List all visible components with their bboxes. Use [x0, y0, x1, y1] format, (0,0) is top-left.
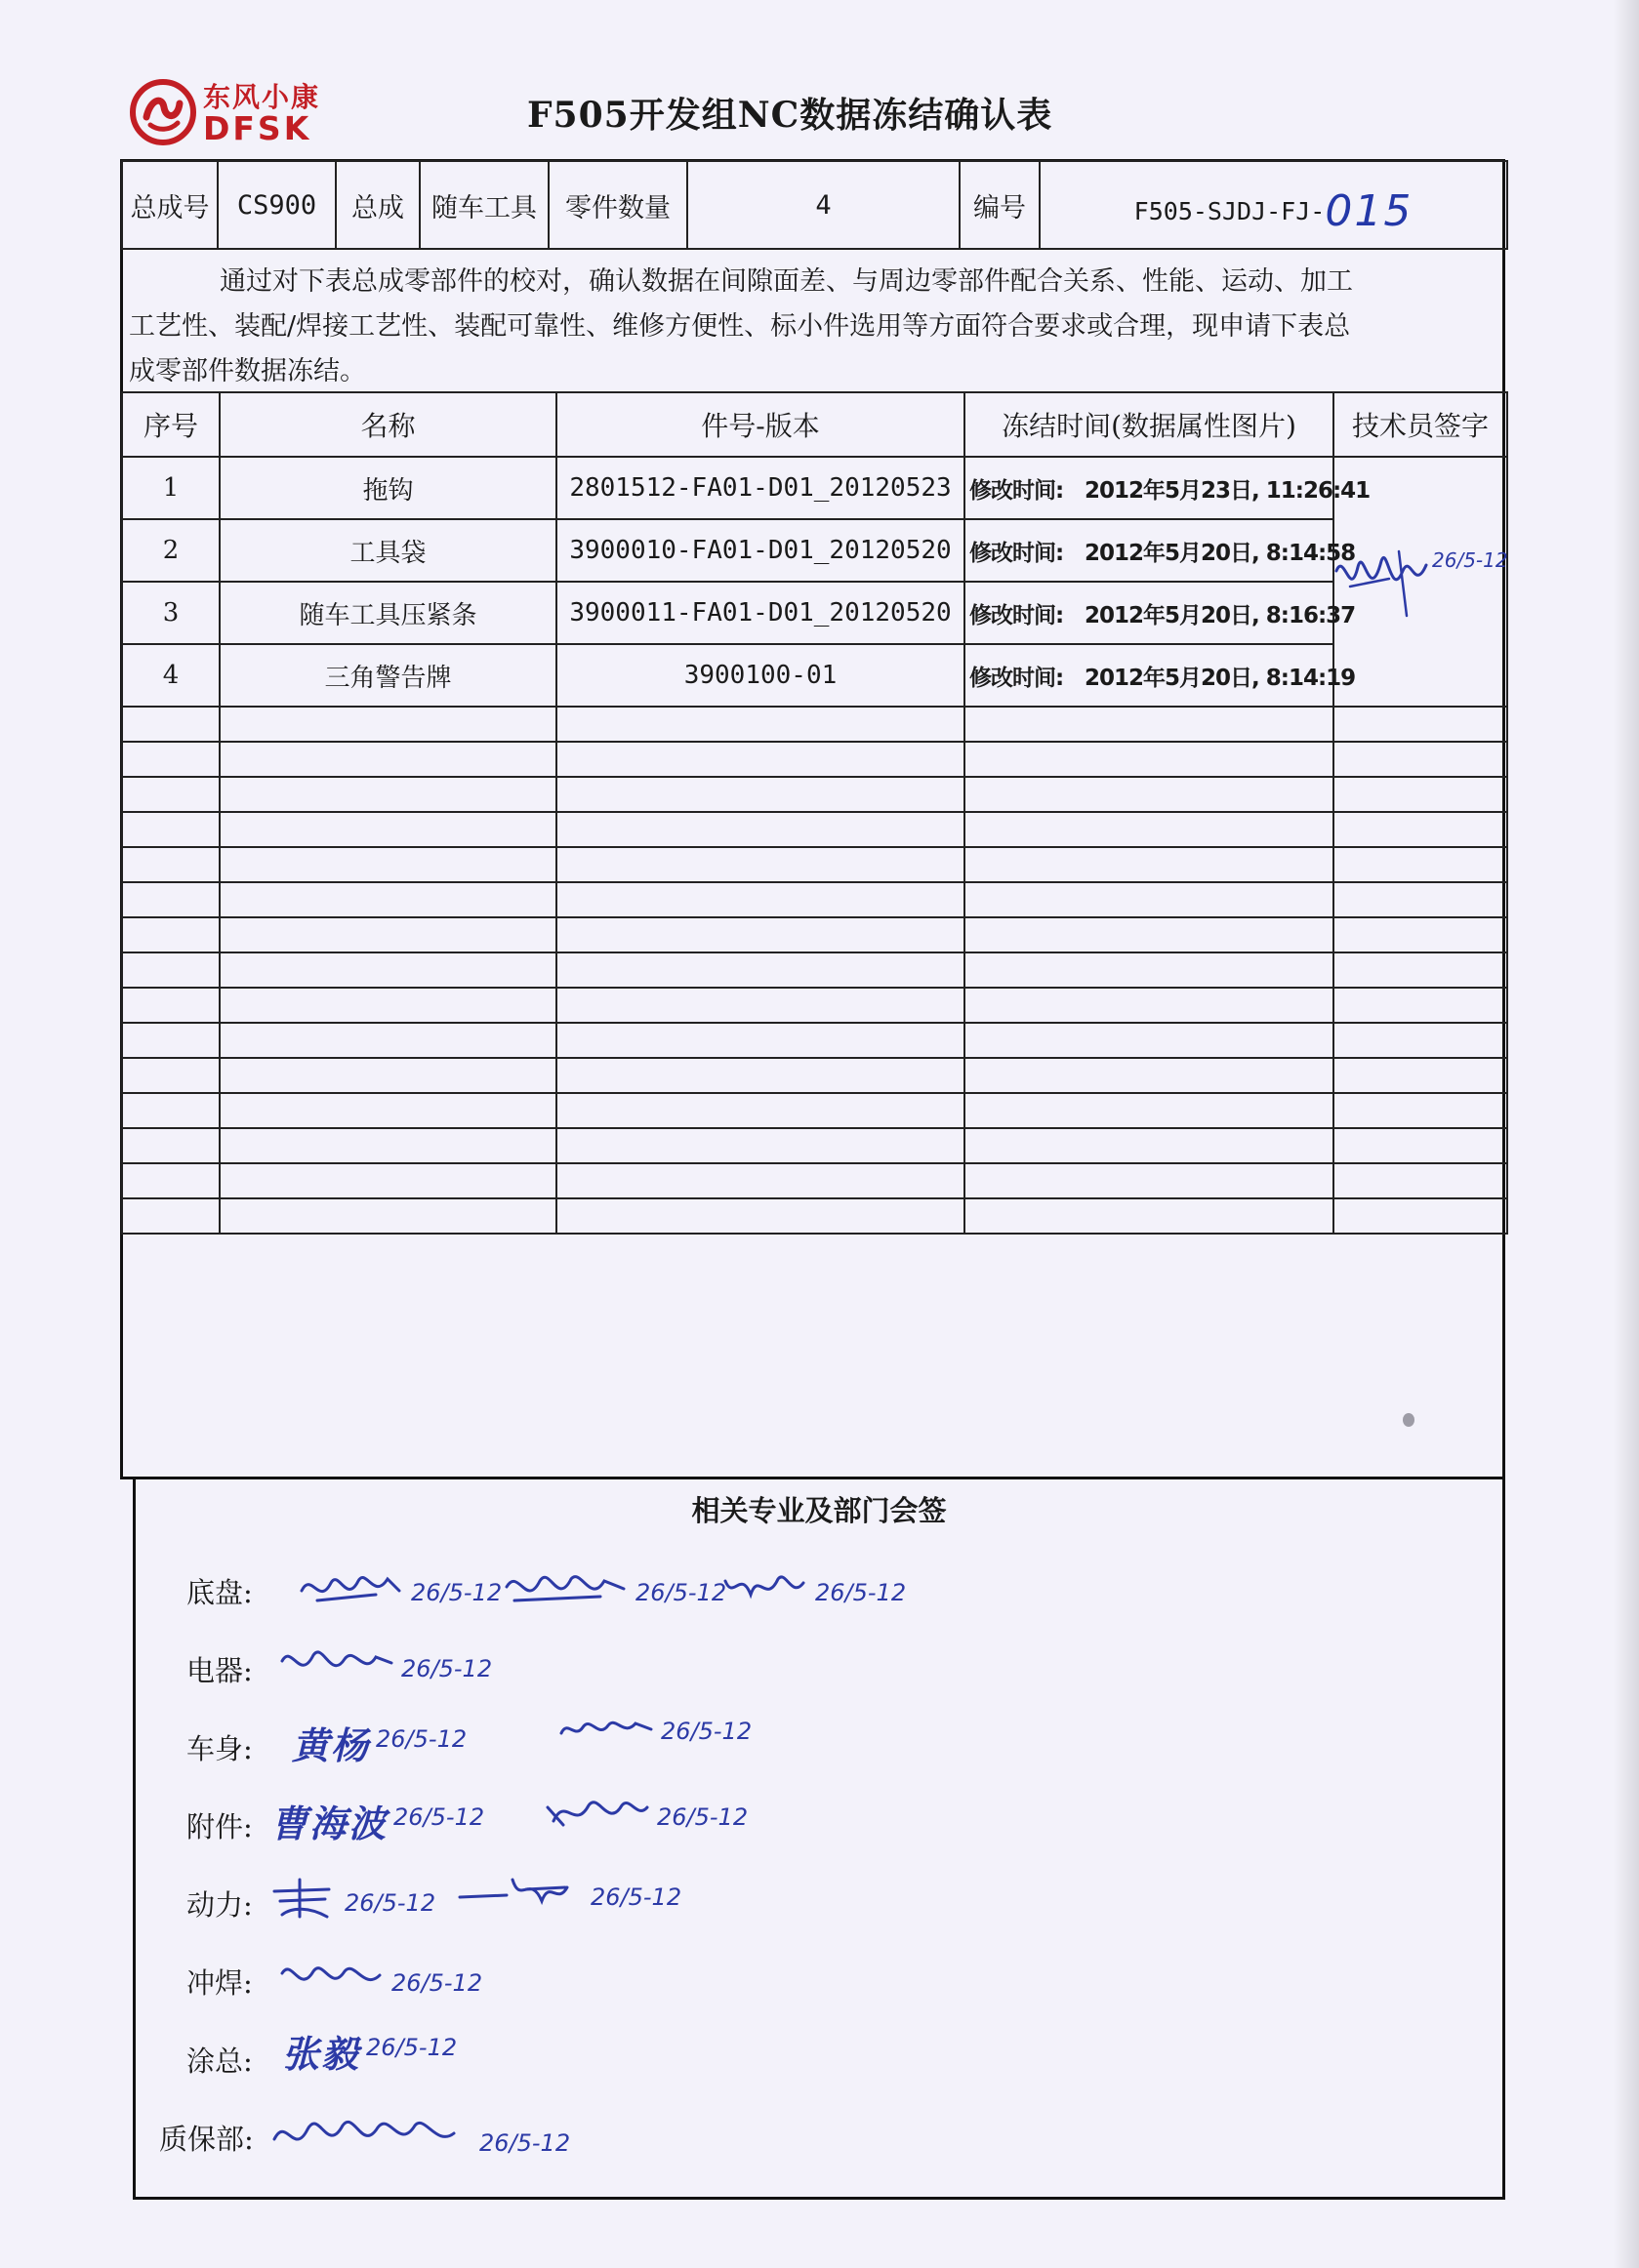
empty-cell: [964, 707, 1333, 742]
row-name: 随车工具压紧条: [220, 582, 556, 644]
empty-cell: [964, 1198, 1333, 1234]
empty-cell: [556, 1058, 964, 1093]
empty-cell: [122, 1128, 220, 1163]
time-label: 修改时间:: [969, 602, 1064, 628]
signature-date: 26/5-12: [479, 2129, 571, 2157]
technician-signature-date: 26/5-12: [1432, 548, 1508, 572]
dept-row-chassis: [136, 1565, 1502, 1624]
dept-row-powertrain: [136, 1878, 1502, 1936]
parts-table: [121, 391, 1508, 1235]
row-no: 3: [122, 582, 220, 644]
empty-cell: [556, 742, 964, 777]
dfsk-logo: [129, 76, 353, 147]
empty-cell: [1333, 1163, 1507, 1198]
assembly-no-value: CS900: [218, 161, 336, 249]
empty-table-row: [122, 988, 1507, 1023]
handwritten-signature: [544, 1786, 748, 1843]
dept-row-body: [136, 1718, 1502, 1780]
empty-cell: [1333, 917, 1507, 952]
column-header: 序号: [122, 392, 220, 457]
empty-cell: [1333, 882, 1507, 917]
row-time: [964, 519, 1356, 582]
column-header: 技术员签字: [1333, 392, 1507, 457]
empty-cell: [1333, 1128, 1507, 1163]
code-prefix: F505-SJDJ-FJ-: [1133, 196, 1326, 225]
signature-date: 26/5-12: [411, 1579, 503, 1606]
empty-cell: [220, 847, 556, 882]
empty-cell: [220, 812, 556, 847]
empty-cell: [556, 1093, 964, 1128]
empty-cell: [122, 742, 220, 777]
signature-scribble: [458, 1866, 585, 1917]
countersign-section: [133, 1478, 1505, 2200]
empty-cell: [122, 1058, 220, 1093]
column-header: 名称: [220, 392, 556, 457]
signature-scribble: [503, 1561, 630, 1612]
empty-cell: [122, 917, 220, 952]
empty-cell: [556, 1023, 964, 1058]
dept-label: 动力:: [186, 1888, 253, 1922]
empty-cell: [1333, 847, 1507, 882]
assembly-no-label: 总成号: [122, 161, 218, 249]
empty-cell: [556, 882, 964, 917]
empty-table-row: [122, 1128, 1507, 1163]
empty-cell: [964, 1058, 1333, 1093]
handwritten-signature: [268, 2104, 570, 2168]
empty-cell: [220, 952, 556, 988]
empty-cell: [220, 917, 556, 952]
empty-cell: [1333, 812, 1507, 847]
time-value: 2012年5月23日, 11:26:41: [1085, 477, 1371, 504]
dept-label: 质保部:: [159, 2123, 254, 2156]
dept-label: 车身:: [186, 1732, 253, 1765]
handwritten-signature: [721, 1561, 906, 1618]
empty-cell: [556, 847, 964, 882]
empty-table-row: [122, 1023, 1507, 1058]
handwritten-signature: [298, 1561, 502, 1618]
empty-cell: [1333, 1093, 1507, 1128]
empty-cell: [220, 1093, 556, 1128]
row-time: [964, 582, 1356, 644]
empty-cell: [122, 1093, 220, 1128]
empty-cell: [220, 707, 556, 742]
empty-cell: [964, 988, 1333, 1023]
empty-cell: [1333, 952, 1507, 988]
empty-table-row: [122, 777, 1507, 812]
empty-cell: [556, 952, 964, 988]
empty-cell: [122, 777, 220, 812]
signature-scribble: [278, 1952, 386, 2003]
table-row: [122, 644, 1507, 707]
signature-date: 26/5-12: [635, 1579, 727, 1606]
empty-cell: [1333, 1198, 1507, 1234]
dept-row-stamping-welding: [136, 1956, 1502, 2014]
empty-cell: [556, 1128, 964, 1163]
empty-cell: [220, 1023, 556, 1058]
time-value: 2012年5月20日, 8:16:37: [1085, 602, 1356, 628]
empty-cell: [220, 988, 556, 1023]
empty-cell: [122, 1198, 220, 1234]
time-value: 2012年5月20日, 8:14:58: [1085, 540, 1356, 566]
signature-date: 26/5-12: [345, 1889, 436, 1917]
empty-cell: [556, 988, 964, 1023]
handwritten-code-number: 015: [1325, 185, 1414, 236]
empty-table-row: [122, 812, 1507, 847]
row-no: 4: [122, 644, 220, 707]
empty-cell: [964, 1163, 1333, 1198]
intro-line: 工艺性、装配/焊接工艺性、装配可靠性、维修方便性、标小件选用等方面符合要求或合理，现申请下表总: [129, 311, 1351, 342]
empty-cell: [1333, 1058, 1507, 1093]
dept-row-paint-assembly: [136, 2034, 1502, 2092]
assembly-value: 随车工具: [420, 161, 549, 249]
row-name: 拖钩: [220, 457, 556, 519]
signature-date: 26/5-12: [401, 1655, 493, 1682]
empty-cell: [220, 1128, 556, 1163]
scan-edge: [1614, 0, 1639, 2268]
empty-cell: [220, 1198, 556, 1234]
empty-cell: [220, 1163, 556, 1198]
part-count-label: 零件数量: [549, 161, 687, 249]
row-part: 3900010-FA01-D01_20120520: [556, 519, 964, 582]
table-row: [122, 519, 1507, 582]
header-table: [121, 160, 1508, 250]
signature-date: 26/5-12: [366, 2034, 458, 2061]
handwritten-signature: [292, 1716, 467, 1769]
empty-table-row: [122, 952, 1507, 988]
row-part: 3900011-FA01-D01_20120520: [556, 582, 964, 644]
logo-text-en: DFSK: [203, 109, 312, 147]
signature-scribble: [557, 1700, 655, 1751]
empty-cell: [122, 812, 220, 847]
assembly-label: 总成: [336, 161, 420, 249]
empty-cell: [122, 1163, 220, 1198]
signature-date: 26/5-12: [391, 1969, 483, 1997]
signature-date: 26/5-12: [393, 1803, 485, 1831]
handwritten-signature: [270, 1794, 484, 1847]
dept-label: 附件:: [186, 1810, 253, 1843]
empty-cell: [964, 882, 1333, 917]
empty-cell: [964, 742, 1333, 777]
empty-cell: [964, 812, 1333, 847]
column-header: 件号-版本: [556, 392, 964, 457]
empty-table-row: [122, 707, 1507, 742]
empty-cell: [964, 952, 1333, 988]
time-value: 2012年5月20日, 8:14:19: [1085, 665, 1356, 691]
intro-line: 成零部件数据冻结。: [129, 356, 366, 386]
signature-scribble: [268, 2104, 473, 2163]
dongfeng-logo-icon: [129, 78, 197, 146]
signature-date: 26/5-12: [657, 1803, 749, 1831]
handwritten-signature: [282, 2024, 457, 2078]
signature-scribble: [544, 1786, 651, 1837]
table-header-row: [122, 392, 1507, 457]
empty-cell: [556, 1163, 964, 1198]
empty-table-row: [122, 847, 1507, 882]
row-time: [964, 457, 1371, 519]
empty-cell: [964, 917, 1333, 952]
scan-speck: [1403, 1413, 1414, 1427]
empty-cell: [964, 1023, 1333, 1058]
signature-date: 26/5-12: [376, 1725, 468, 1753]
empty-table-row: [122, 742, 1507, 777]
row-name: 三角警告牌: [220, 644, 556, 707]
signature-scribble: [278, 1638, 395, 1688]
handwritten-signature: [458, 1866, 681, 1923]
empty-table-row: [122, 1198, 1507, 1234]
empty-cell: [556, 812, 964, 847]
empty-cell: [1333, 988, 1507, 1023]
handwritten-signature: [557, 1700, 752, 1757]
countersign-title: 相关专业及部门会签: [691, 1494, 947, 1527]
signature-date: 26/5-12: [661, 1718, 753, 1745]
code-label: 编号: [960, 161, 1040, 249]
empty-table-row: [122, 1163, 1507, 1198]
dept-label: 底盘:: [186, 1576, 253, 1609]
time-label: 修改时间:: [969, 665, 1064, 691]
time-label: 修改时间:: [969, 540, 1064, 566]
signature-date: 26/5-12: [815, 1579, 907, 1606]
row-no: 2: [122, 519, 220, 582]
empty-cell: [556, 1198, 964, 1234]
time-label: 修改时间:: [969, 477, 1064, 504]
empty-cell: [556, 917, 964, 952]
signature-name: 黄杨: [292, 1723, 371, 1767]
empty-table-row: [122, 917, 1507, 952]
signature-scribble: [721, 1561, 809, 1612]
empty-cell: [556, 707, 964, 742]
dept-row-accessory: [136, 1800, 1502, 1858]
empty-cell: [964, 1093, 1333, 1128]
empty-cell: [122, 707, 220, 742]
empty-cell: [122, 952, 220, 988]
table-row: [122, 582, 1507, 644]
empty-cell: [220, 1058, 556, 1093]
empty-cell: [220, 742, 556, 777]
handwritten-signature: [503, 1561, 726, 1618]
empty-cell: [964, 777, 1333, 812]
intro-line: 通过对下表总成零部件的校对，确认数据在间隙面差、与周边零部件配合关系、性能、运动、加工: [220, 266, 1353, 297]
logo-text-cn: 东风小康: [203, 81, 321, 113]
empty-table-row: [122, 1093, 1507, 1128]
signature-name: 张毅: [282, 2032, 361, 2076]
signature-scribble: [270, 1872, 339, 1923]
dept-label: 电器:: [186, 1654, 253, 1687]
handwritten-signature: [278, 1952, 482, 2008]
empty-cell: [122, 847, 220, 882]
table-row: [122, 457, 1507, 519]
part-count-value: 4: [687, 161, 960, 249]
row-part: 2801512-FA01-D01_20120523: [556, 457, 964, 519]
freeze-form: [120, 159, 1505, 1479]
empty-table-row: [122, 882, 1507, 917]
handwritten-signature: [270, 1872, 435, 1928]
empty-cell: [1333, 707, 1507, 742]
empty-cell: [556, 777, 964, 812]
empty-cell: [964, 847, 1333, 882]
dept-row-electrical: [136, 1643, 1502, 1702]
empty-cell: [122, 988, 220, 1023]
row-time: [964, 644, 1356, 707]
dept-row-quality: [136, 2112, 1502, 2170]
row-no: 1: [122, 457, 220, 519]
empty-cell: [1333, 742, 1507, 777]
empty-cell: [220, 777, 556, 812]
empty-cell: [1333, 777, 1507, 812]
handwritten-signature: [278, 1638, 492, 1694]
column-header: 冻结时间(数据属性图片): [964, 392, 1333, 457]
empty-cell: [1333, 1023, 1507, 1058]
empty-cell: [220, 882, 556, 917]
signature-name: 曹海波: [270, 1802, 389, 1845]
code-value: [1040, 161, 1507, 249]
empty-cell: [122, 882, 220, 917]
empty-table-row: [122, 1058, 1507, 1093]
row-name: 工具袋: [220, 519, 556, 582]
empty-cell: [122, 1023, 220, 1058]
signature-scribble: [298, 1561, 405, 1612]
document-title: F505开发组NC数据冻结确认表: [527, 95, 1053, 136]
empty-cell: [964, 1128, 1333, 1163]
technician-signature: [1331, 532, 1508, 620]
row-part: 3900100-01: [556, 644, 964, 707]
dept-label: 冲焊:: [186, 1966, 253, 2000]
dept-label: 涂总:: [186, 2045, 253, 2078]
signature-date: 26/5-12: [591, 1883, 682, 1911]
